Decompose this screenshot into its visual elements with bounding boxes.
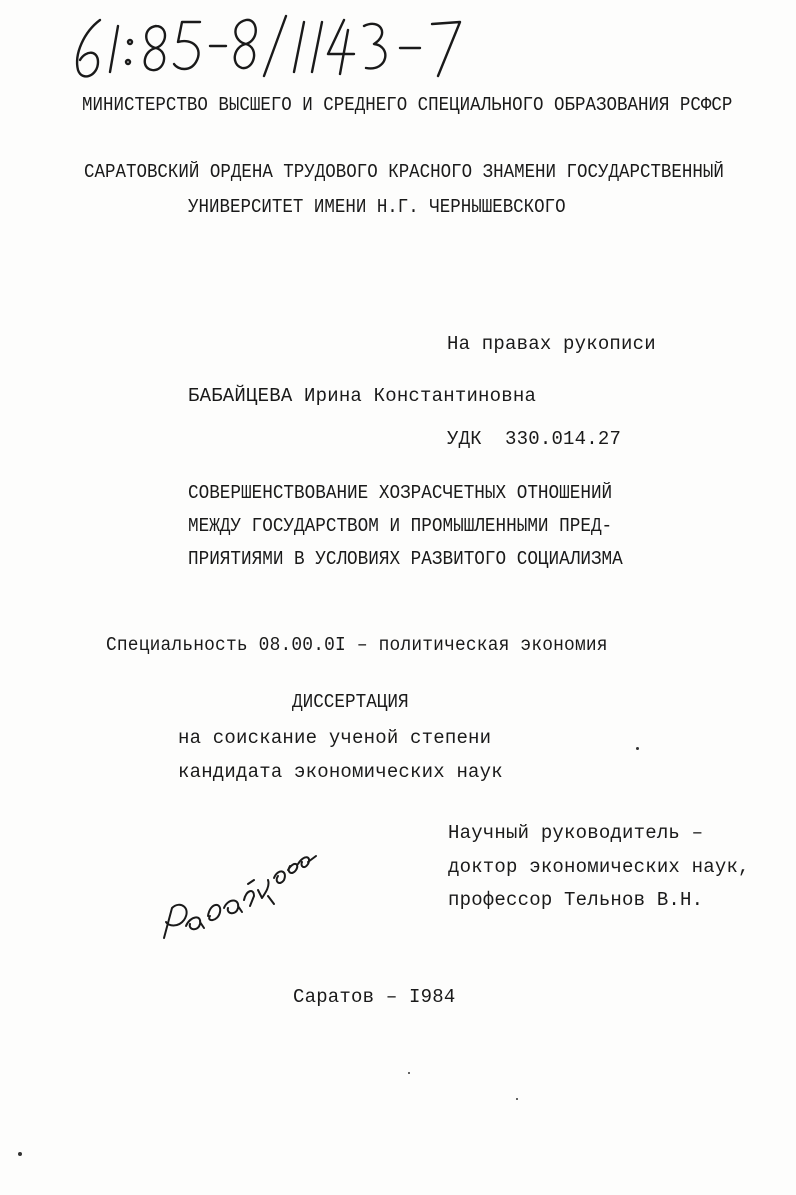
paper-speck — [18, 1152, 22, 1156]
udc-label: УДК — [447, 428, 482, 450]
archive-code-handwriting — [60, 6, 500, 86]
title-line-2: МЕЖДУ ГОСУДАРСТВОМ И ПРОМЫШЛЕННЫМИ ПРЕД- — [188, 515, 613, 537]
author-name: БАБАЙЦЕВА Ирина Константиновна — [188, 385, 537, 407]
author-signature — [150, 830, 320, 950]
dissertation-heading: ДИССЕРТАЦИЯ — [292, 691, 409, 713]
place-and-year: Саратов – I984 — [293, 986, 456, 1008]
udc-line — [447, 427, 621, 451]
supervisor-line-2: доктор экономических наук, — [448, 856, 750, 878]
supervisor-line-3: профессор Тельнов В.Н. — [448, 889, 704, 911]
title-line-3: ПРИЯТИЯМИ В УСЛОВИЯХ РАЗВИТОГО СОЦИАЛИЗМА — [188, 548, 623, 570]
university-line-1: САРАТОВСКИЙ ОРДЕНА ТРУДОВОГО КРАСНОГО ЗНАМЕНИ ГОСУДАРСТВЕННЫЙ — [84, 161, 724, 183]
university-line-2: УНИВЕРСИТЕТ ИМЕНИ Н.Г. ЧЕРНЫШЕВСКОГО — [188, 196, 566, 218]
specialty-line: Специальность 08.00.0I – политическая экономия — [106, 634, 608, 656]
paper-speck — [516, 1098, 518, 1100]
udc-code: 330.014.27 — [505, 428, 622, 450]
ministry-heading: МИНИСТЕРСТВО ВЫСШЕГО И СРЕДНЕГО СПЕЦИАЛЬНОГО ОБРАЗОВАНИЯ РСФСР — [82, 94, 733, 116]
manuscript-note: На правах рукописи — [447, 333, 656, 355]
supervisor-line-1: Научный руководитель – — [448, 822, 704, 844]
dissertation-line-2: кандидата экономических наук — [178, 761, 503, 783]
paper-speck — [408, 1072, 410, 1074]
paper-speck — [636, 747, 639, 750]
title-line-1: СОВЕРШЕНСТВОВАНИЕ ХОЗРАСЧЕТНЫХ ОТНОШЕНИЙ — [188, 482, 613, 504]
dissertation-line-1: на соискание ученой степени — [178, 727, 492, 749]
